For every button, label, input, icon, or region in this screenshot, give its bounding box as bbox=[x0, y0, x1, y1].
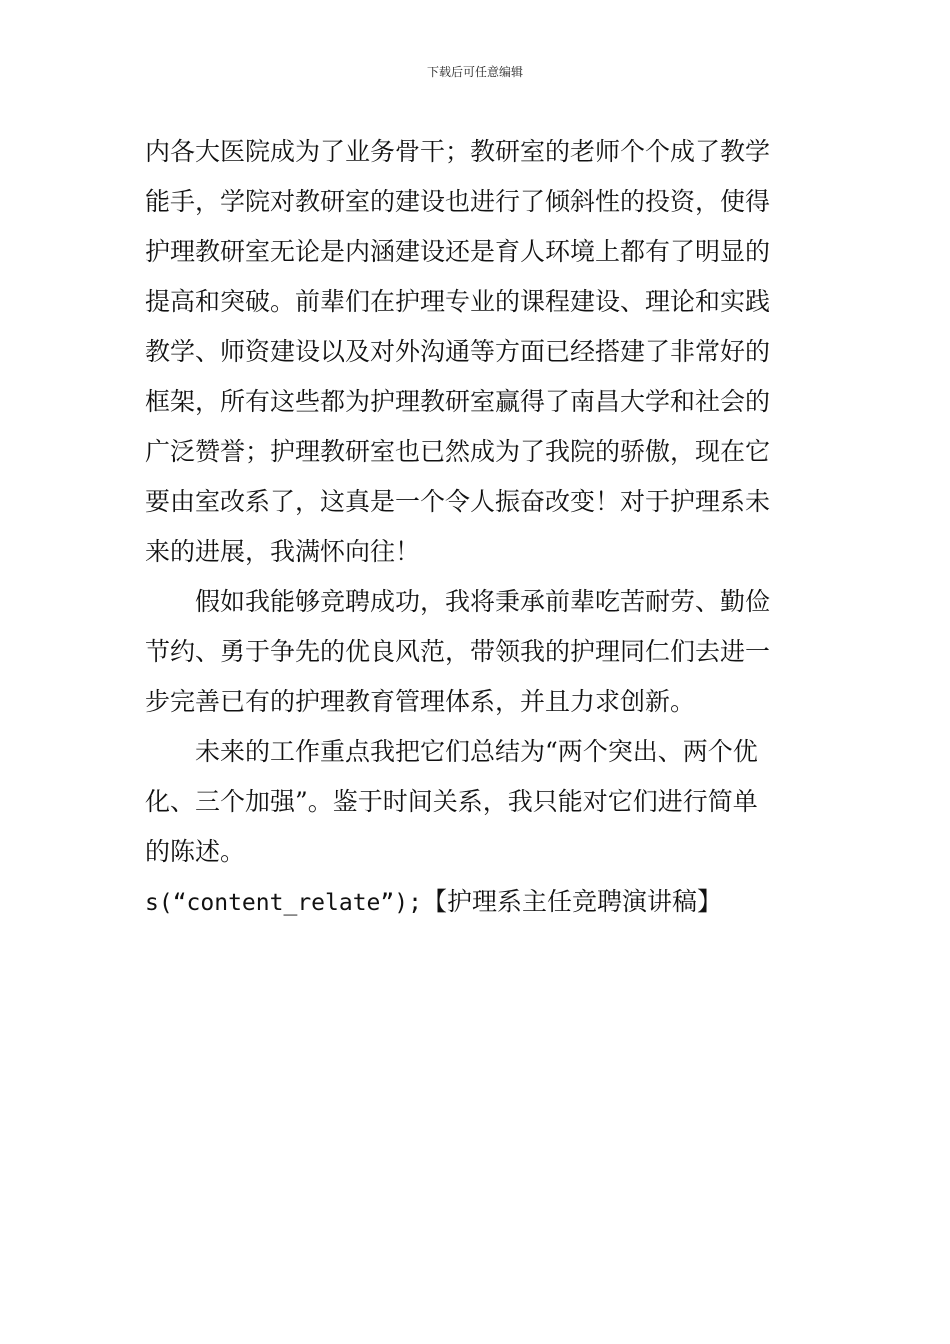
page-header: 下载后可任意编辑 bbox=[426, 65, 523, 79]
related-content-line bbox=[145, 877, 810, 927]
text-line: 内各大医院成为了业务骨干；教研室的老师个个成了教学 bbox=[145, 137, 771, 166]
text-line: 提高和突破。前辈们在护理专业的课程建设、理论和实践 bbox=[145, 287, 771, 316]
text-line: 能手，学院对教研室的建设也进行了倾斜性的投资，使得 bbox=[145, 187, 771, 216]
text-line: 假如我能够竞聘成功，我将秉承前辈吃苦耐劳、勤俭 bbox=[195, 587, 771, 616]
text-line: 未来的工作重点我把它们总结为“两个突出、两个优 bbox=[195, 737, 758, 766]
text-line: 要由室改系了，这真是一个令人振奋改变！对于护理系未 bbox=[145, 487, 771, 516]
paragraph-2 bbox=[145, 577, 810, 727]
text-line: 教学、师资建设以及对外沟通等方面已经搭建了非常好的 bbox=[145, 337, 771, 366]
paragraph-3 bbox=[145, 727, 810, 877]
document-body bbox=[145, 127, 810, 927]
text-line: 化、三个加强”。鉴于时间关系，我只能对它们进行简单 bbox=[145, 787, 758, 816]
related-article-title: 【护理系主任竞聘演讲稿】 bbox=[421, 887, 722, 916]
script-code-text: s(“content_relate”); bbox=[145, 890, 422, 916]
text-line: 来的进展，我满怀向往！ bbox=[145, 537, 421, 566]
text-line: 护理教研室无论是内涵建设还是育人环境上都有了明显的 bbox=[145, 237, 771, 266]
text-line: 的陈述。 bbox=[145, 837, 246, 866]
text-line: 节约、勇于争先的优良风范，带领我的护理同仁们去进一 bbox=[145, 637, 771, 666]
text-line: 框架，所有这些都为护理教研室赢得了南昌大学和社会的 bbox=[145, 387, 771, 416]
text-line: 广泛赞誉；护理教研室也已然成为了我院的骄傲，现在它 bbox=[145, 437, 771, 466]
paragraph-1 bbox=[145, 127, 810, 577]
text-line: 步完善已有的护理教育管理体系，并且力求创新。 bbox=[145, 687, 696, 716]
